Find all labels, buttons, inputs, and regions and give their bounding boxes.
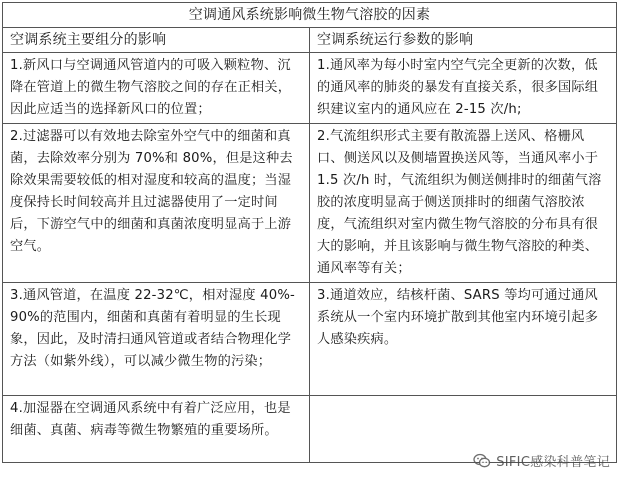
factors-table	[2, 2, 617, 463]
cell-parameter-3: 3.通道效应，结核杆菌、SARS 等均可通过通风系统从一个室内环境扩散到其他室内环境引起多人感染疾病。	[310, 283, 617, 396]
cell-parameter-2: 2.气流组织形式主要有散流器上送风、格栅风口、侧送风以及侧墙置换送风等，当通风率小于 1.5 次/h 时，气流组织为侧送侧排时的细菌气溶胶的浓度明显高于侧送顶排时的细菌气溶胶浓度，气流组织对室内微生物气溶胶的分布具有很大的影响，并且该影响与微生物气溶胶的种类、通风率等有关；	[310, 124, 617, 283]
watermark-text: SIFIC感染科普笔记	[496, 455, 610, 470]
table-row	[3, 53, 617, 124]
watermark	[473, 451, 610, 470]
header-parameters: 空调系统运行参数的影响	[310, 28, 617, 53]
cell-component-3: 3.通风管道，在温度 22-32℃，相对湿度 40%-90%的范围内，细菌和真菌有着明显的生长现象，因此，及时清扫通风管道或者结合物理化学方法（如紫外线），可以减少微生物的污染；	[3, 283, 310, 396]
header-components: 空调系统主要组分的影响	[3, 28, 310, 53]
cell-component-2: 2.过滤器可以有效地去除室外空气中的细菌和真菌，去除效率分别为 70%和 80%，但是这种去除效果需要较低的相对湿度和较高的温度；当湿度保持长时间较高并且过滤器使用了一定时间后，下游空气中的细菌和真菌浓度明显高于上游空气。	[3, 124, 310, 283]
table-row	[3, 124, 617, 283]
cell-component-1: 1.新风口与空调通风管道内的可吸入颗粒物、沉降在管道上的微生物气溶胶之间的存在正相关，因此应适当的选择新风口的位置；	[3, 53, 310, 124]
table-row	[3, 283, 617, 396]
cell-parameter-1: 1.通风率为每小时室内空气完全更新的次数，低的通风率的肺炎的暴发有直接关系，很多国际组织建议室内的通风应在 2-15 次/h;	[310, 53, 617, 124]
table-title: 空调通风系统影响微生物气溶胶的因素	[3, 3, 617, 28]
wechat-icon	[473, 453, 491, 469]
cell-component-4: 4.加湿器在空调通风系统中有着广泛应用，也是细菌、真菌、病毒等微生物繁殖的重要场所。	[3, 396, 310, 463]
